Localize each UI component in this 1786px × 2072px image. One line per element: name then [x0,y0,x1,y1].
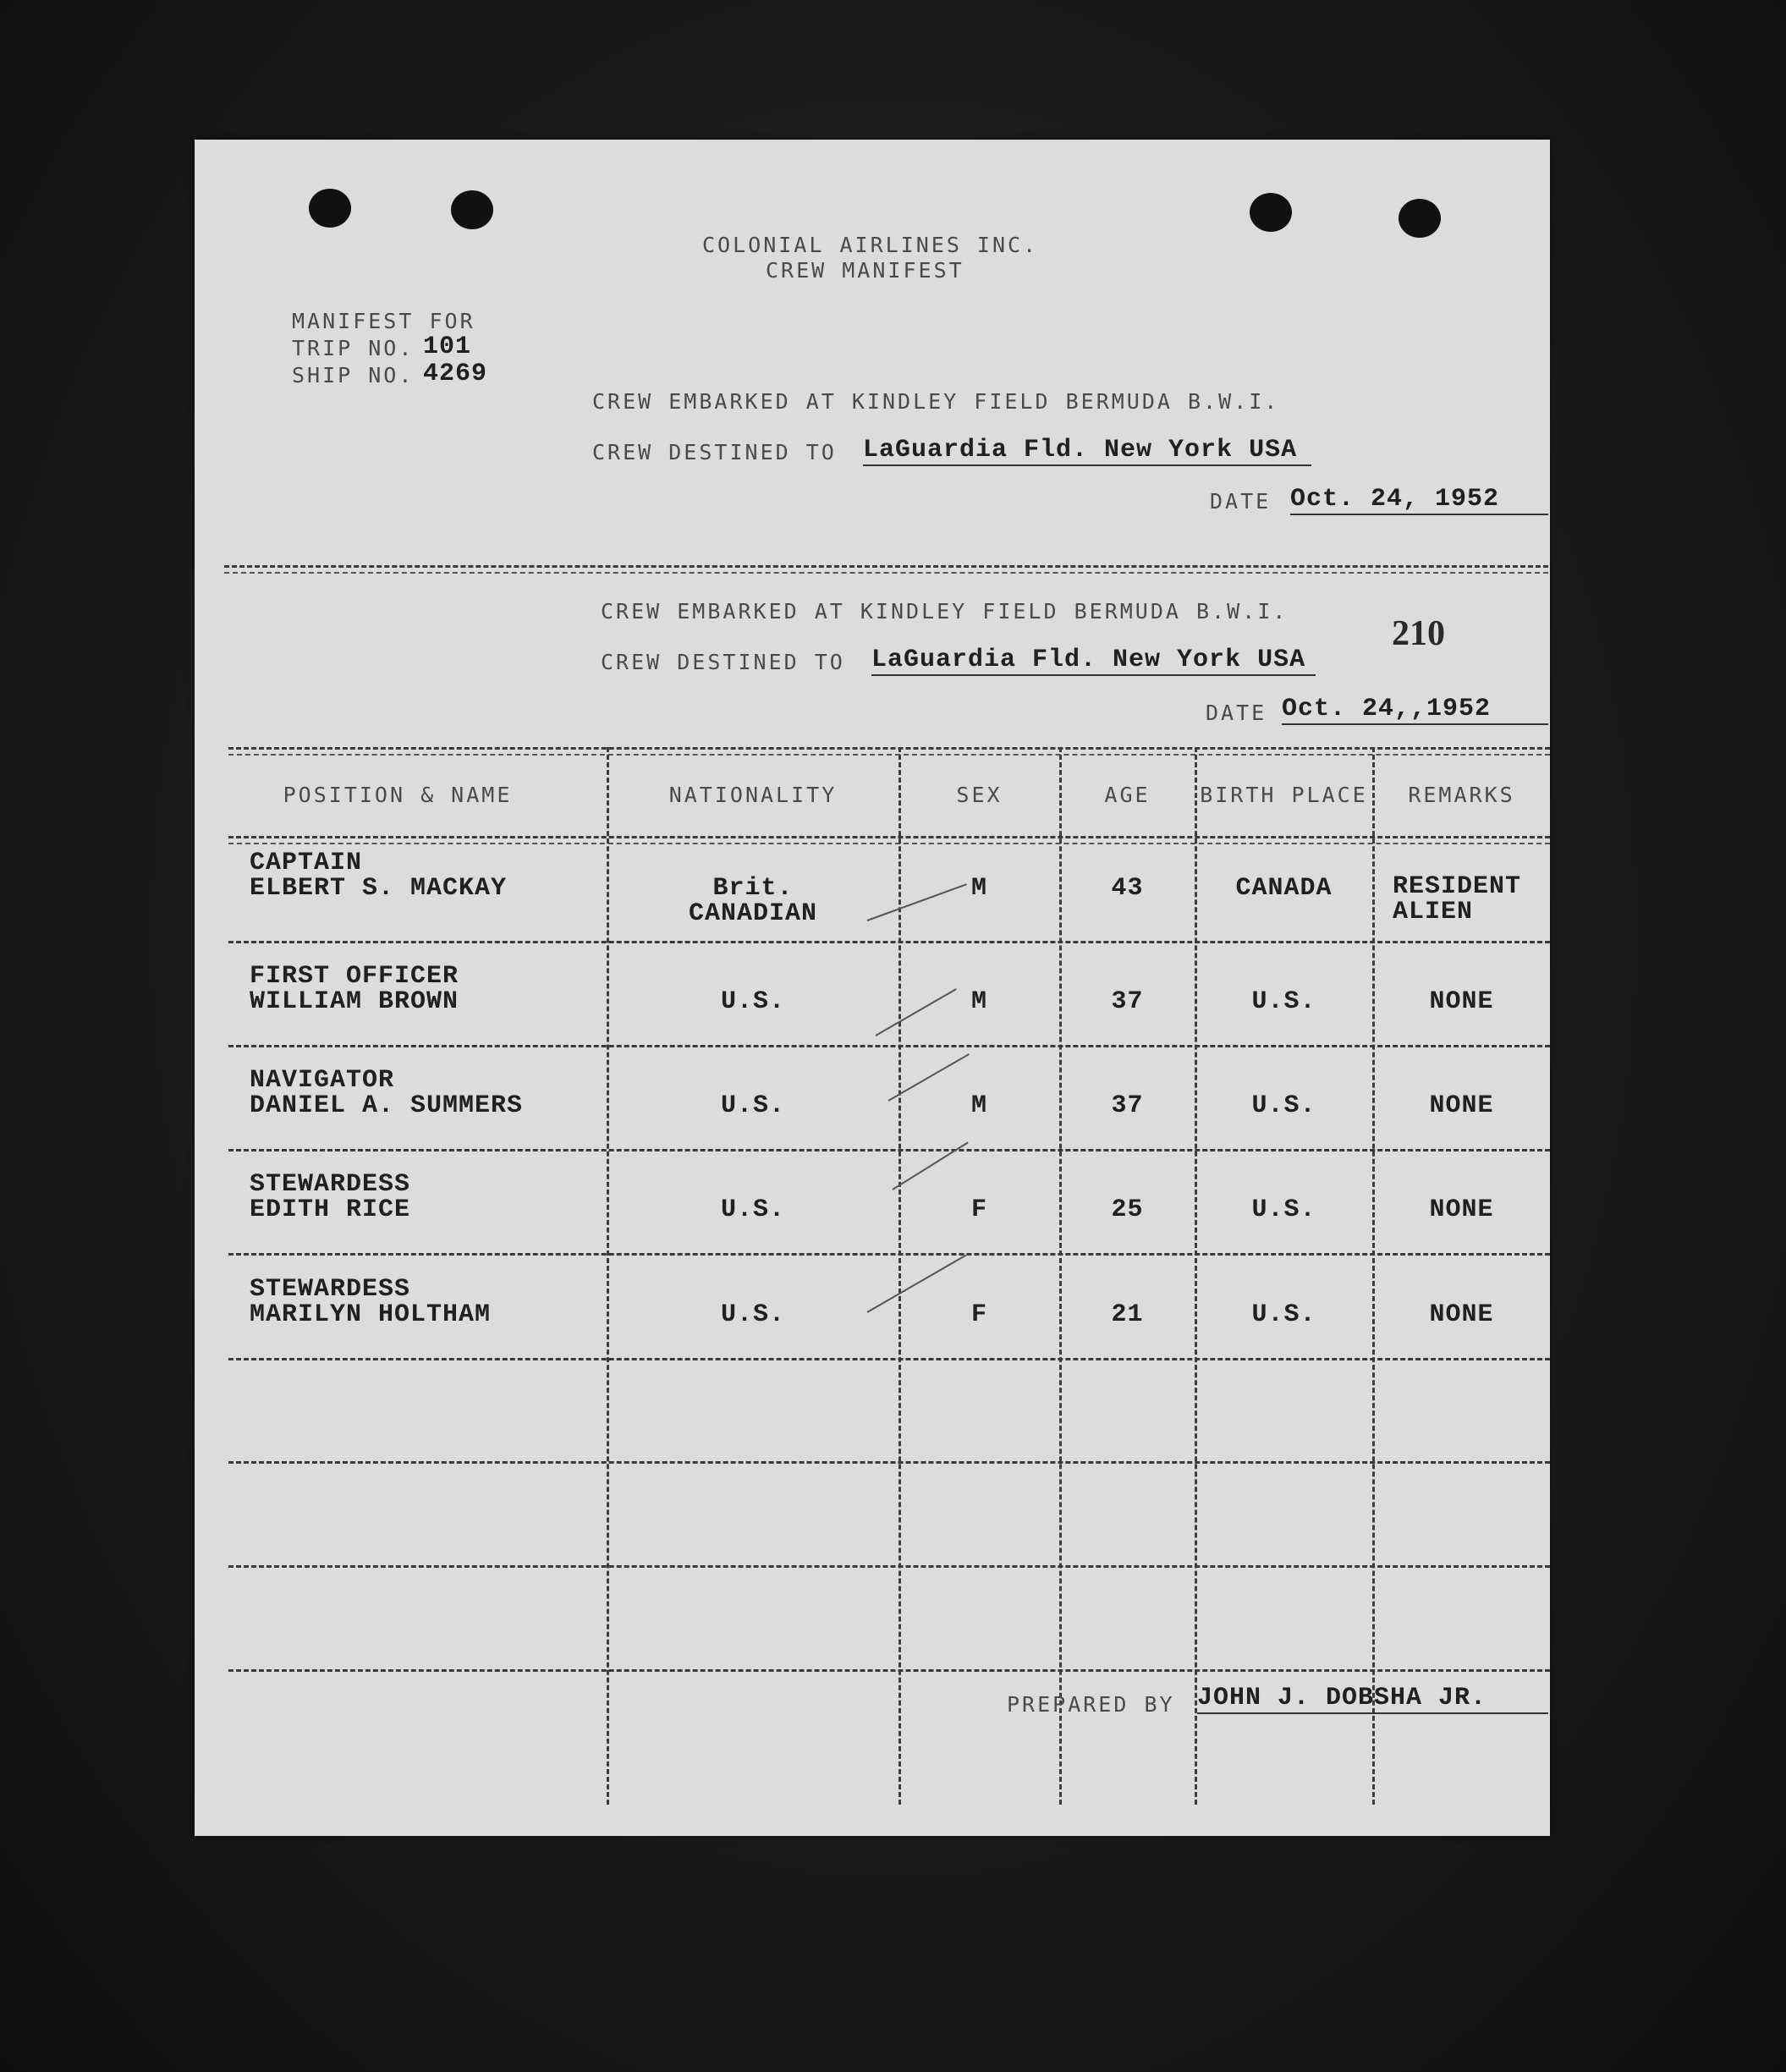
company-name: COLONIAL AIRLINES INC. [702,233,1039,257]
trip-no-label: TRIP NO. [292,336,415,360]
header-sex: SEX [956,783,1003,807]
row-rule [228,941,1550,943]
crew-name: MARILYN HOLTHAM [250,1300,492,1329]
crew-name: EDITH RICE [250,1195,411,1224]
destined-label: CREW DESTINED TO [592,440,837,464]
crew-sex: F [970,1300,987,1329]
header-nationality: NATIONALITY [668,783,838,807]
crew-birthplace: U.S. [1251,1195,1316,1224]
crew-sex: M [970,1091,987,1120]
manifest-for-label: MANIFEST FOR [292,309,475,333]
column-line [898,747,901,1805]
destined-value: LaGuardia Fld. New York USA [863,436,1311,466]
crew-name: DANIEL A. SUMMERS [250,1091,524,1120]
trip-no-value: 101 [423,333,472,361]
row-rule [228,1149,1550,1151]
crew-age: 21 [1111,1300,1144,1329]
row-rule [228,1358,1550,1360]
prepared-by-value: JOHN J. DOBSHA JR. [1197,1684,1548,1714]
document-title: CREW MANIFEST [766,258,964,283]
crew-nationality: U.S. [720,987,785,1016]
row-rule [228,1565,1550,1568]
crew-sex: F [970,1195,987,1224]
crew-position: STEWARDESS [250,1170,411,1199]
crew-remarks: NONE [1429,1195,1494,1224]
column-line [1372,747,1375,1805]
crew-birthplace: U.S. [1251,1300,1316,1329]
row-rule [228,1253,1550,1256]
crew-position: FIRST OFFICER [250,962,459,991]
punch-hole [1399,199,1441,238]
crew-nationality: CANADIAN [688,899,818,928]
crew-birthplace: CANADA [1235,874,1333,903]
crew-position: NAVIGATOR [250,1066,395,1095]
date-label: DATE [1210,489,1272,514]
crew-age: 37 [1111,1091,1144,1120]
header-rule [228,836,1550,838]
punch-hole [309,189,351,228]
crew-position: CAPTAIN [250,849,363,877]
table-top-rule [228,747,1550,750]
crew-remarks: NONE [1429,1300,1494,1329]
header-rule [228,843,1550,844]
ship-no-label: SHIP NO. [292,363,415,387]
table-top-rule [228,754,1550,756]
crew-birthplace: U.S. [1251,1091,1316,1120]
crew-birthplace: U.S. [1251,987,1316,1016]
column-line [1059,747,1062,1805]
destined-value: LaGuardia Fld. New York USA [871,646,1316,676]
crew-nationality: U.S. [720,1091,785,1120]
crew-remarks: RESIDENT ALIEN [1393,872,1522,926]
crew-sex: M [970,987,987,1016]
crew-name: ELBERT S. MACKAY [250,874,508,903]
crew-age: 25 [1111,1195,1144,1224]
manifest-page [195,140,1550,1836]
crew-remarks: NONE [1429,987,1494,1016]
date-label: DATE [1206,701,1267,725]
crew-remarks: NONE [1429,1091,1494,1120]
punch-hole [451,190,493,229]
header-birth-place: BIRTH PLACE [1200,783,1368,807]
crew-nationality-note: Brit. [712,874,794,903]
embarked-line: CREW EMBARKED AT KINDLEY FIELD BERMUDA B.W.I. [592,389,1280,414]
date-value: Oct. 24,,1952 [1282,695,1548,725]
crew-sex: M [970,874,987,903]
ship-no-value: 4269 [423,360,488,388]
crew-nationality: U.S. [720,1300,785,1329]
punch-hole [1250,193,1292,232]
row-rule [228,1045,1550,1047]
divider [224,565,1548,568]
stamp-number: 210 [1392,614,1445,653]
column-line [1195,747,1197,1805]
crew-position: STEWARDESS [250,1275,411,1304]
row-rule [228,1669,1550,1672]
header-remarks: REMARKS [1408,783,1515,807]
prepared-by-label: PREPARED BY [1007,1692,1175,1717]
header-position-name: POSITION & NAME [283,783,513,807]
divider [224,572,1548,574]
destined-label: CREW DESTINED TO [601,650,845,674]
crew-name: WILLIAM BROWN [250,987,459,1016]
embarked-line: CREW EMBARKED AT KINDLEY FIELD BERMUDA B.W.I. [601,599,1289,624]
crew-age: 43 [1111,874,1144,903]
row-rule [228,1461,1550,1464]
header-age: AGE [1104,783,1151,807]
crew-nationality: U.S. [720,1195,785,1224]
crew-age: 37 [1111,987,1144,1016]
date-value: Oct. 24, 1952 [1290,485,1548,515]
